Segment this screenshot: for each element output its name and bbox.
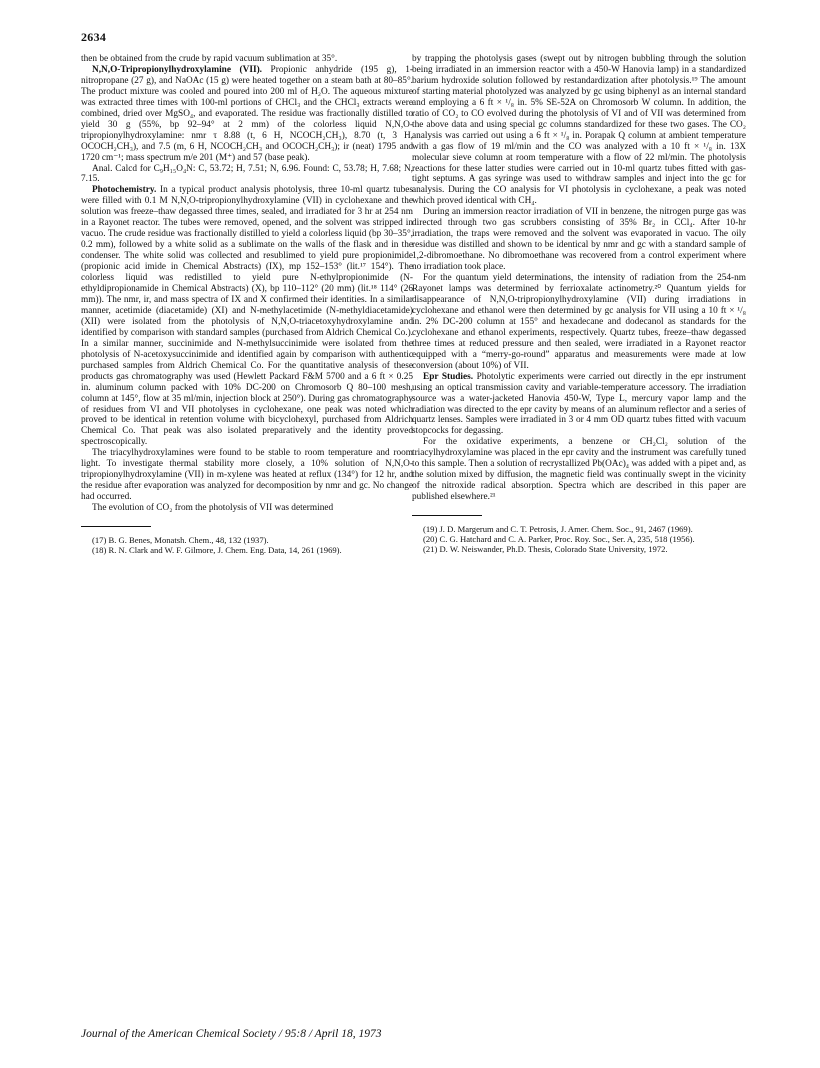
footnote: (17) B. G. Benes, Monatsh. Chem., 48, 132 (1937).: [92, 535, 269, 546]
footnote: (21) D. W. Neiswander, Ph.D. Thesis, Colorado State University, 1972.: [423, 544, 668, 555]
paragraph: For the quantum yield determinations, the intensity of radiation from the 254-nm Rayonet lamps was determined by ferrioxalate actinometry.²⁰ Quantum yields for disappearance of N,N,O-tripropionylhydroxylamine (VII) during irradiations in cyclohexane and ethanol were then determined by gc analysis for VII using a 10 ft × ¹/₈ in. 2% DC-200 column at 155° and hexadecane and dodecanol as standards for the cyclohexane and ethanol experiments, respectively. Quartz tubes, freeze–thaw degassed three times at reduced pressure and then sealed, were irradiated in a Rayonet reactor equipped with a “merry-go-round” apparatus and measurements were made at low conversion (about 10%) of VII.: [412, 273, 746, 371]
paragraph: Anal. Calcd for C₉H₁₅O₄N: C, 53.72; H, 7.51; N, 6.96. Found: C, 53.78; H, 7.68; N, 7.15.: [81, 163, 413, 185]
paragraph: The triacylhydroxylamines were found to be stable to room temperature and room light. To investigate thermal stability more closely, a 10% solution of N,N,O-tripropionylhydroxylamine (VII) in m-xylene was heated at reflux (134°) for 12 hr, and the residue after evaporation was analyzed for decomposition by nmr and gc. No change had occurred.: [81, 448, 413, 503]
paragraph: [81, 185, 413, 448]
left-column: [81, 54, 413, 555]
right-column: [412, 54, 746, 555]
section-heading: Epr Studies.: [423, 371, 474, 382]
footnote: (20) C. G. Hatchard and C. A. Parker, Proc. Roy. Soc., Ser. A, 235, 518 (1956).: [423, 534, 695, 545]
footnote-divider: [81, 526, 151, 527]
paragraph: During an immersion reactor irradiation of VII in benzene, the nitrogen purge gas was directed through two gas scrubbers consisting of 35% Br₂ in CCl₄. After 10-hr irradiation, the traps were removed and the solvent was evaporated in vacuo. The oily residue was distilled and shown to be identical by nmr and gc with a standard sample of 1,2-dibromoethane. No dibromoethane was recovered from a control experiment where no irradiation took place.: [412, 207, 746, 273]
paragraph: [412, 372, 746, 438]
paragraph-text: Photolytic experiments were carried out directly in the epr instrument using an optical transmission cavity and variable-temperature accessory. The irradiation source was a water-jacketed Hanovia 450-W, Type L, mercury vapor lamp and the radiation was directed to the epr cavity by means of an aluminum reflector and a series of quartz lenses. Samples were irradiated in 3 or 4 mm OD quartz tubes fitted with vacuum stopcocks for degassing.: [412, 371, 746, 437]
journal-footer: Journal of the American Chemical Society / 95:8 / April 18, 1973: [81, 1028, 382, 1040]
section-heading: Photochemistry.: [92, 185, 157, 196]
paragraph: then be obtained from the crude by rapid vacuum sublimation at 35°.: [81, 54, 338, 64]
paragraph-text: In a typical product analysis photolysis, three 10-ml quartz tubes were filled with 0.1 M N,N,O-tripropionylhydroxylamine (VII) in cyclohexane and the solution was freeze–thaw degassed three times, sealed, and irradiated for 3 hr at 254 nm in a Rayonet reactor. The tubes were removed, opened, and the solvent was stripped in vacuo. The crude residue was fractionally distilled to yield a colorless liquid (bp 30–35°, 0.2 mm), followed by a white solid as a sublimate on the walls of the flask and in the condenser. The white solid was collected and resublimed to yield pure propionimide (propionic acid imide in Chemical Abstracts) (IX), mp 152–153° (lit.¹⁷ 154°). The colorless liquid was redistilled to yield pure N-ethylpropionimide (N-ethyldipropionamide in Chemical Abstracts) (X), bp 110–112° (20 mm) (lit.¹⁸ 114° (26 mm)). The nmr, ir, and mass spectra of IX and X confirmed their identities. In a similar manner, acetimide (diacetamide) (XI) and N-methylacetimide (N-methyldiacetamide) (XII) were isolated from the photolysis of N,N,O-triacetoxyhydroxylamine and identified by comparison with standard samples (purchased from Aldrich Chemical Co.). In a similar manner, succinimide and N-methylsuccinimide were isolated from the photolysis of N-acetoxysuccinimide and identified again by comparison with authentic purchased samples from Aldrich Chemical Co. For the quantitative analysis of these products gas chromatography was used (Hewlett Packard F&M 5700 and a 6 ft × 0.25 in. aluminum column packed with 10% DC-200 on Chromosorb Q 80–100 mesh, column at 145°, flow at 35 ml/min, injection block at 250°). During gas chromatography of residues from VI and VII photolyses in cyclohexane, one peak was noted which proved to be identical in retention volume with bicyclohexyl, purchased from Aldrich Chemical Co. That peak was also isolated preparatively and the identity proved spectroscopically.: [81, 185, 413, 448]
page-number: 2634: [81, 30, 107, 44]
paragraph: by trapping the photolysis gases (swept out by nitrogen bubbling through the solution being irradiated in an immersion reactor with a 450-W Hanovia lamp) in a standardized barium hydroxide solution followed by restandardization after photolysis.¹⁹ The amount of starting material photolyzed was analyzed by gc using biphenyl as an internal standard and employing a 6 ft × ¹/₈ in. 5% SE-52A on Chromosorb W column. In addition, the ratio of CO₂ to CO evolved during the photolysis of VI and of VII was determined from the above data and using special gc columns standardized for these two gases. The CO₂ analysis was carried out using a 6 ft × ¹/₈ in. Porapak Q column at ambient temperature with a gas flow of 19 ml/min and the CO was analyzed with a 10 ft × ¹/₈ in. 13X molecular sieve column at room temperature with a flow of 22 ml/min. The photolysis reactions for these latter studies were carried out in 10-ml quartz tubes fitted with gas-tight septums. A gas syringe was used to withdraw samples and inject into the gc for analysis. During the CO analysis for VI photolysis in cyclohexane, a peak was noted which proved identical with CH₄.: [412, 54, 746, 207]
section-heading: N,N,O-Tripropionylhydroxylamine (VII).: [92, 64, 262, 75]
footnote: (19) J. D. Margerum and C. T. Petrosis, J. Amer. Chem. Soc., 91, 2467 (1969).: [423, 524, 693, 535]
footnote: (18) R. N. Clark and W. F. Gilmore, J. Chem. Eng. Data, 14, 261 (1969).: [92, 545, 342, 556]
paragraph: [81, 65, 413, 164]
paragraph: For the oxidative experiments, a benzene or CH₂Cl₂ solution of the triacylhydroxylamine was placed in the epr cavity and the instrument was carefully tuned to this sample. Then a solution of recrystallized Pb(OAc)₄ was added with a pipet and, as the solution mixed by diffusion, the magnetic field was continually swept in the vicinity of the nitroxide radical absorption. Spectra which are described in this paper are published elsewhere.²¹: [412, 437, 746, 503]
footnote-divider: [412, 515, 482, 516]
paragraph: The evolution of CO₂ from the photolysis of VII was determined: [92, 503, 334, 514]
paragraph-text: Propionic anhydride (195 g), 1-nitropropane (27 g), and NaOAc (15 g) were heated together on a steam bath at 80–85°. The product mixture was cooled and poured into 200 ml of H₂O. The aqueous mixture was extracted three times with 100-ml portions of CHCl₃ and the CHCl₃ extracts were combined, dried over MgSO₄, and evaporated. The residue was fractionally distilled to yield 30 g (55%, bp 92–94° at 2 mm) of the colorless liquid N,N,O-tripropionylhydroxylamine: nmr τ 8.88 (t, 6 H, NCOCH₂CH₃), 8.70 (t, 3 H, OCOCH₂CH₃), and 7.5 (m, 6 H, NCOCH₂CH₃ and OCOCH₂CH₃); ir (neat) 1795 and 1720 cm⁻¹; mass spectrum m/e 201 (M⁺) and 57 (base peak).: [81, 64, 413, 163]
